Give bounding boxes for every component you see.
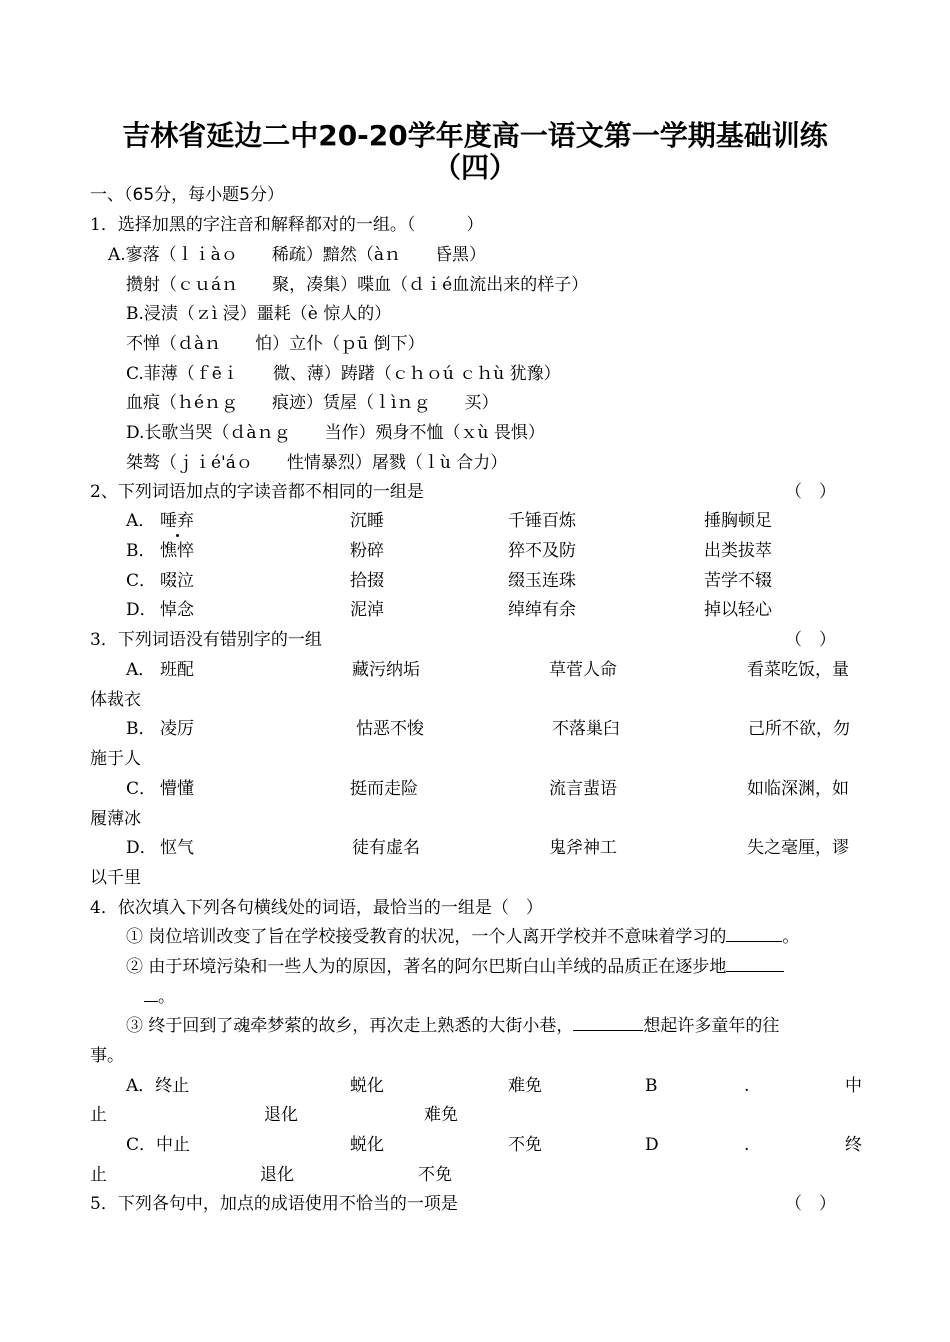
q4-option-a: A．终止 xyxy=(126,1076,190,1096)
q1-option-b-line1: B.浸渍（ｚì 浸）噩耗（è 惊人的） xyxy=(126,304,392,324)
q4-option-b-word: 中 xyxy=(845,1076,862,1096)
q2-word: 拾掇 xyxy=(350,571,384,591)
q4-sentence-1-text: ① 岗位培训改变了旨在学校接受教育的状况，一个人离开学校并不意味着学习的 xyxy=(126,927,727,947)
q4-sentence-1 xyxy=(126,926,799,948)
q4-option-b-dot: . xyxy=(744,1076,750,1096)
q4-option-b-word: 难免 xyxy=(424,1105,458,1125)
q4-option-d-word-cont: 止 xyxy=(90,1165,107,1185)
q2-word-text: 唾弃 xyxy=(160,511,194,531)
q4-blank-2a xyxy=(726,957,784,972)
q4-option-d-word: 退化 xyxy=(260,1165,294,1185)
q2-word: 出类拔萃 xyxy=(704,541,772,561)
q3-word: 凌厉 xyxy=(160,719,194,739)
q3-word-continued: 施于人 xyxy=(90,749,141,769)
q2-row-label: D． xyxy=(126,600,157,620)
q3-word: 怙恶不悛 xyxy=(356,719,424,739)
q3-word: 己所不欲，勿 xyxy=(748,719,850,739)
q1-option-d-line1: D.长歌当哭（ｄàｎｇ 当作）殒身不恤（ｘù 畏惧） xyxy=(126,423,545,443)
q3-row-label: D． xyxy=(126,838,157,858)
q3-word: 草菅人命 xyxy=(549,660,617,680)
q4-option-d-label: D xyxy=(645,1135,659,1155)
q3-word: 鬼斧神工 xyxy=(549,838,617,858)
q3-word: 看菜吃饭，量 xyxy=(747,660,849,680)
q4-option-c: C．中止 xyxy=(126,1135,191,1155)
q3-word: 懵懂 xyxy=(160,779,194,799)
q3-word: 徒有虚名 xyxy=(352,838,420,858)
q3-answer-paren: （ ） xyxy=(785,630,836,650)
q2-word: 泥淖 xyxy=(350,600,384,620)
q3-word: 挺而走险 xyxy=(350,779,418,799)
q4-option-c-word: 蜕化 xyxy=(350,1135,384,1155)
q1-option-a-line1: A.寥落（ｌｉàｏ 稀疏）黯然（àｎ 昏黑） xyxy=(108,245,486,265)
q3-row-label: A． xyxy=(126,660,156,680)
q3-word: 藏污纳垢 xyxy=(352,660,420,680)
q1-option-b-line2: 不惮（ｄàｎ 怕）立仆（ｐū 倒下） xyxy=(126,334,425,354)
q2-word: 缀玉连珠 xyxy=(508,571,576,591)
q2-word: 千锤百炼 xyxy=(508,511,576,531)
q2-word: 掉以轻心 xyxy=(704,600,772,620)
q4-blank-3 xyxy=(573,1016,643,1031)
q3-word: 班配 xyxy=(160,660,194,680)
q3-stem: 3．下列词语没有错别字的一组 xyxy=(90,630,322,650)
q2-word xyxy=(160,510,194,532)
q4-blank-2b xyxy=(144,987,158,1002)
q3-word-continued: 体裁衣 xyxy=(90,690,141,710)
q4-sentence-1-end: 。 xyxy=(782,927,800,947)
q1-option-d-line2: 桀骜（ｊｉé'áｏ 性情暴烈）屠戮（ｌù 合力） xyxy=(126,453,508,473)
q4-option-a-word: 蜕化 xyxy=(350,1076,384,1096)
q1-option-c-line1: C.菲薄（ｆēｉ 微、薄）踌躇（ｃｈｏú ｃｈù 犹豫） xyxy=(126,364,561,384)
q2-row-label: A． xyxy=(126,511,156,531)
q1-option-c-line2: 血痕（ｈéｎｇ 痕迹）赁屋（ｌìｎｇ 买） xyxy=(126,393,499,413)
q1-stem: 1．选择加黑的字注音和解释都对的一组。（ ） xyxy=(90,215,484,235)
q4-sentence-2-text: ② 由于环境污染和一些人为的原因，著名的阿尔巴斯白山羊绒的品质正在逐步地 xyxy=(126,957,727,977)
q3-word-continued: 履薄冰 xyxy=(90,809,141,829)
q4-option-c-word: 不免 xyxy=(508,1135,542,1155)
q5-stem: 5．下列各句中，加点的成语使用不恰当的一项是 xyxy=(90,1194,458,1214)
q4-blank-1 xyxy=(726,927,782,942)
q2-word: 猝不及防 xyxy=(508,541,576,561)
q4-sentence-2-end: 。 xyxy=(158,987,175,1007)
q4-option-d-dot: . xyxy=(744,1135,750,1155)
q4-option-d-word: 终 xyxy=(845,1135,862,1155)
q3-word: 怄气 xyxy=(160,838,194,858)
q3-word: 流言蜚语 xyxy=(549,779,617,799)
q4-sentence-3-end: 事。 xyxy=(90,1046,124,1066)
q2-stem: 2、下列词语加点的字读音都不相同的一组是 xyxy=(90,482,424,502)
q2-word: 悼念 xyxy=(160,600,194,620)
q4-option-b-word-cont: 止 xyxy=(90,1105,107,1125)
q3-row-label: B． xyxy=(126,719,156,739)
q2-word: 捶胸顿足 xyxy=(704,511,772,531)
q4-option-b-label: B xyxy=(645,1076,658,1096)
q4-stem: 4．依次填入下列各句横线处的词语，最恰当的一组是（ ） xyxy=(90,898,543,918)
q2-row-label: B． xyxy=(126,541,156,561)
q4-sentence-3 xyxy=(126,1015,779,1037)
q3-word: 失之毫厘，谬 xyxy=(747,838,849,858)
q3-row-label: C． xyxy=(126,779,157,799)
q4-sentence-3-text-b: 想起许多童年的往 xyxy=(643,1016,780,1036)
q1-option-a-line2: 攒射（ｃｕáｎ 聚，凑集）喋血（ｄｉé血流出来的样子） xyxy=(126,275,589,295)
q2-word: 沉睡 xyxy=(350,511,384,531)
document-title: 吉林省延边二中20-20学年度高一语文第一学期基础训练 xyxy=(122,119,828,152)
q2-word: 憔悴 xyxy=(160,541,194,561)
q3-word: 不落巢臼 xyxy=(552,719,620,739)
q2-word: 啜泣 xyxy=(160,571,194,591)
q4-option-a-word: 难免 xyxy=(508,1076,542,1096)
q4-option-b-word: 退化 xyxy=(264,1105,298,1125)
document-title-sub: （四） xyxy=(432,151,517,184)
q4-sentence-2 xyxy=(126,956,784,978)
q2-row-label: C． xyxy=(126,571,157,591)
section-heading: 一、（65分，每小题5分） xyxy=(90,185,284,205)
q2-word: 绰绰有余 xyxy=(508,600,576,620)
q3-word-continued: 以千里 xyxy=(90,868,141,888)
q5-answer-paren: （ ） xyxy=(785,1194,836,1214)
q4-sentence-2-cont xyxy=(144,986,175,1008)
q3-word: 如临深渊，如 xyxy=(747,779,849,799)
q2-word: 粉碎 xyxy=(350,541,384,561)
q2-answer-paren: （ ） xyxy=(785,482,836,502)
q2-word: 苦学不辍 xyxy=(704,571,772,591)
q4-sentence-3-text: ③ 终于回到了魂牵梦萦的故乡，再次走上熟悉的大街小巷， xyxy=(126,1016,574,1036)
q4-option-d-word: 不免 xyxy=(418,1165,452,1185)
